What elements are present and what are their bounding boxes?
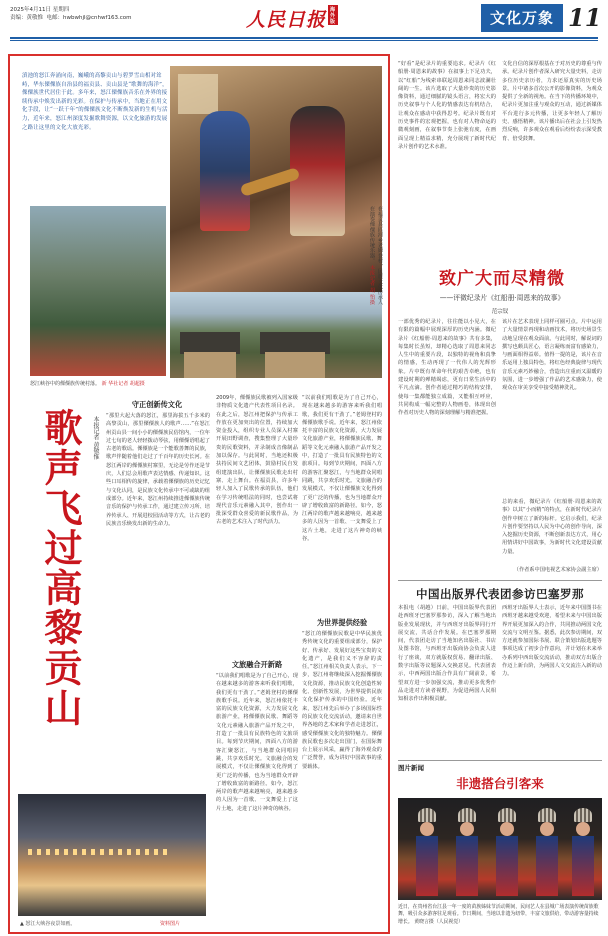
- review-author-note: （作者系中国电视艺术家协会副主席）: [513, 567, 602, 573]
- performer-costume: [456, 836, 478, 896]
- performer-costume: [572, 836, 594, 896]
- review-body-col-1: 一部优秀的纪录片，往往能以小见大，在有限的篇幅中展现深厚的历史内涵。微纪录片《红船册·周恩来的故事》共有多集，每集时长虽短，却精心选取了周恩来同志人生中的重要片段，以独特的视角和真挚的情感，生动再现了一代伟人的光辉形象。片中既有革命年代的艰苦卓绝，也有建设时期的殚精竭虑，更有日常生活中的平凡点滴。创作者通过精巧的结构安排，使每一集都能独立成篇，又能相互呼应，共同构成一幅完整的人物画卷，体现出创作者对历史人物的深刻理解与精准把握。: [398, 319, 496, 417]
- headdress: [418, 808, 436, 822]
- review-body-col-3: 总的来看，微纪录片《红船册·周恩来的故事》以其“小而精”的特点，在新时代纪录片创作中树立了新的标杆。它启示我们，纪录片创作要坚持以人民为中心的创作导向，深入挖掘历史资源，不断创新表达方式，用心用情讲好中国故事，为新时代文化建设贡献力量。: [502, 499, 602, 555]
- article-column-4: “怒江的傈僳族民歌是中华民族优秀传统文化的重要组成部分，保护好、传承好、发展好这些宝贵的文化遗产，是我们义不容辞的责任。”怒江州相关负责人表示。下一步，怒江州将继续深入挖掘傈僳族文化资源，推动民族文化创造性转化、创新性发展，为世界提供民族文化保护传承的中国经验。近年来，怒江州先后举办了多场国际性的民族文化交流活动，邀请来自世界各地的艺术家和学者走进怒江，感受傈僳族文化的独特魅力。傈僳族民歌也多次走出国门，在国际舞台上展示风采，赢得了海外观众的广泛赞誉，成为讲好中国故事的重要载体。: [302, 631, 382, 770]
- photo-figure-left: [200, 111, 250, 231]
- caption-village: 怒江峡谷中的傈僳族传统村落。 新 华社记者 胡超摄: [30, 381, 145, 387]
- photo-news-label: 图片新闻: [398, 764, 424, 772]
- masthead-logo: 人民日报 海外版: [246, 7, 337, 31]
- review-headline: 致广大而尽精微: [439, 269, 565, 289]
- editor-line: 责编：黄敬惟 电邮：hwbwhjl@cnhwf163.com: [10, 15, 132, 21]
- header-meta: [10, 6, 131, 22]
- caption-musicians: 在福贡县匹河乡老姆登村，民族文化传承人在演奏傈僳族传统乐器。 本报记者 胡 怡摄: [369, 206, 383, 305]
- review-intro-col-2: 文化自信的深厚根基在于对历史的尊重与传承。纪录片创作者深入研究大量史料，走访多位历史亲历者，力求还原真实的历史场景。片中诸多首次公开的影像资料，为观众提供了全新的视角。在当下的传播环境中，纪录片更加注重与观众的互动，通过新媒体平台进行多元传播，让更多年轻人了解历史、感悟精神。该片播出后在社会上引发热烈反响，许多观众在观看后纷纷表示深受教育、倍受鼓舞。: [502, 61, 602, 142]
- performer-face: [540, 822, 554, 836]
- photo-news-caption: 近日，在贵州省台江县一年一度的苗族姊妹节活动期间，民间艺人在县城广场表演传统苗族歌舞，吸引众多游客驻足观看。节日期间，当地以非遗为纽带，丰富文旅供给，带动游客量持续增长。 黄晓言摄（人民视觉）: [398, 904, 599, 925]
- performer-face: [500, 822, 514, 836]
- headdress: [574, 808, 592, 822]
- performer-costume: [536, 836, 558, 896]
- headdress: [538, 808, 556, 822]
- article-column-1: “那里大起大落的怒江，那里海拔五千多米的高黎贡山，那里傈僳族人的歌声……”在怒江州贡山县一间小小的傈僳族民俗馆内，一位年过七旬的老人轻轻拨动琴弦，用傈僳语唱起了古老的歌谣。傈僳族是一个能歌善舞的民族，歌声伴随着他们走过了千百年的历史长河。在怒江两岸的傈僳族村寨里，无论是劳作还是节庆，人们总会用歌声表达情感、传递知识。这些口耳相传的旋律，承载着傈僳族的历史记忆与文化认同，是民族文化传承中不可或缺的组成部分。近年来，怒江州持续推进傈僳族传统音乐的保护与传承工作，通过建立传习所、培养传承人、开展进校园活动等方式，让古老的民族音乐焕发出新的生命力。: [106, 413, 210, 527]
- section-title: 文化万象: [481, 4, 563, 32]
- divider: [398, 760, 602, 761]
- date-line: 2025年4月11日 星期四: [10, 7, 70, 13]
- photo-news-headline: 非遗搭台引客来: [456, 776, 544, 791]
- photo-performers: [398, 798, 602, 900]
- review-intro-col-1: “好看”是纪录片的重要追求。纪录片《红船册·周恩来的故事》在叙事上下足功夫，以“红船”为线索串联起周恩来同志波澜壮阔的一生。该片选取了大量珍贵的历史影像资料，通过细腻的镜头语言，将宏大的历史叙事与个人化的情感表达有机结合，让观众在感动中获得思考。纪录片既有对历史事件的宏观把握，也有对人物命运的微观刻画，在叙事节奏上张弛有度，在画面呈现上精益求精，充分展现了新时代纪录片创作的艺术水准。: [398, 61, 496, 150]
- headdress: [458, 808, 476, 822]
- page-number: 11: [568, 3, 602, 32]
- caption-night-view: ▲ 怒江大峡谷夜景如画。: [20, 921, 76, 927]
- village-wall: [184, 352, 236, 378]
- village-roof: [180, 332, 240, 354]
- photo-dancers: [30, 206, 166, 376]
- header-rule-thin: [10, 40, 598, 41]
- photo-credit: 本报记者 胡 怡摄: [369, 264, 375, 305]
- photo-window: [178, 74, 218, 114]
- review-subheadline: ——评微纪录片《红船册·周恩来的故事》: [439, 294, 565, 302]
- village-wall: [265, 352, 325, 378]
- village-roof: [260, 332, 330, 354]
- article-column-3: “以前我们唱歌是为了自己开心，现在越来越多的游客来听我们唱歌，我们更有干劲了。”老姆登村的傈僳族歌手说。近年来，怒江州依托丰富的民族文化资源，大力发展文化旅游产业，将傈僳族民歌、舞蹈等文化元素融入旅游产品开发之中，打造了一批具有民族特色的文旅项目。每到节庆期间，四面八方的游客汇聚怒江，与当地群众同唱同跳，共享欢乐时光。文旅融合的发展模式，不仅让傈僳族文化得到了更广泛的传播，也为当地群众开辟了增收致富的新路径。如今，怒江两岸的歌声越来越响亮，越来越多的人因为一首歌、一支舞爱上了这片土地，走进了这片神奇的峡谷。: [302, 395, 382, 543]
- headdress: [498, 808, 516, 822]
- review-author: 范宗钗: [491, 309, 509, 315]
- feature-article: [8, 54, 390, 934]
- photo-news-credit: 黄晓言摄（人民视觉）: [414, 918, 464, 925]
- news-body-col-1: 本报电（胡越）日前，中国出版界代表团赴西班牙巴塞罗那参访，深入了解当地出版业发展现状，并与西班牙出版界同行开展交流，共话合作发展。在巴塞罗那期间，代表团走访了当地知名出版社、书店及图书馆，与西班牙出版商协会负责人进行了座谈，双方就版权贸易、翻译出版、数字出版等议题深入交换意见。代表团表示，中西两国出版合作具有广阔前景，希望双方进一步加强交流，推动更多优秀作品走进对方读者视野，为促进两国人民相知相亲作出积极贡献。: [398, 605, 496, 703]
- photo-credit: 新 华社记者 胡超摄: [101, 381, 145, 387]
- subhead-3: 为世界提供经验: [316, 618, 368, 627]
- performer-costume: [416, 836, 438, 896]
- subhead-2: 文旅融合开新路: [231, 660, 283, 669]
- email-line: 电邮：hwbwhjl@cnhwf163.com: [46, 15, 132, 21]
- page-header: [0, 0, 608, 52]
- header-rule: [10, 37, 598, 39]
- performer-face: [576, 822, 590, 836]
- photo-night-view: [18, 794, 206, 916]
- news-headline: 中国出版界代表团参访巴塞罗那: [416, 587, 584, 601]
- photo-credit-bottom: 资料图片: [160, 921, 181, 927]
- review-body-col-2: 该片在艺术表现上同样可圈可点。片中运用了大量情景再现和动画技术，将历史场景生动地呈现在观众面前。与此同时，解说词的撰写也颇具匠心，语言凝练而富有感染力，与画面相得益彰。值得一提的是，该片在音乐运用上独具特色，将红色经典旋律与现代音乐元素巧妙融合，营造出庄重而又温暖的氛围，进一步增强了作品的艺术感染力，使观众在审美享受中接受精神洗礼。: [502, 319, 602, 392]
- article-column-2b: “以前我们唱歌是为了自己开心，现在越来越多的游客来听我们唱歌，我们更有干劲了。”老姆登村的傈僳族歌手说。近年来，怒江州依托丰富的民族文化资源，大力发展文化旅游产业，将傈僳族民歌、舞蹈等文化元素融入旅游产品开发之中，打造了一批具有民族特色的文旅项目。每到节庆期间，四面八方的游客汇聚怒江，与当地群众同唱同跳，共享欢乐时光。文旅融合的发展模式，不仅让傈僳族文化得到了更广泛的传播，也为当地群众开辟了增收致富的新路径。如今，怒江两岸的歌声越来越响亮，越来越多的人因为一首歌、一支舞爱上了这片土地，走进了这片神奇的峡谷。: [216, 673, 298, 812]
- photo-lights: [28, 849, 168, 855]
- article-title: 歌声飞过高黎贡山: [38, 408, 83, 728]
- subhead-1: 守正创新传文化: [131, 400, 183, 409]
- divider: [398, 580, 602, 581]
- article-byline: 本报记者 黄敬惟: [92, 416, 99, 460]
- performer-face: [460, 822, 474, 836]
- performer-costume: [496, 836, 518, 896]
- news-body-col-2: 西班牙出版界人士表示，近年来中国图书在西班牙越来越受欢迎，希望未来与中国出版界开展更加深入的合作，共同推动两国文化交流与文明互鉴。据悉，此次参访期间，双方还就参加国际书展、联合策划出版选题等事项达成了初步合作意向，并计划在未来举办系列中西出版交流活动，推动双方出版合作迈上新台阶，为两国人文交流注入新的动力。: [502, 605, 602, 678]
- masthead-seal: 海外版: [330, 7, 337, 25]
- lead-paragraph: 滇池的怒江奔涌向南，巍峨的高黎贡山与碧罗雪山相对耸峙，华东傈僳族自治县的福贡县、贡山县是“歌舞的海洋”，傈僳族世代居住于此。多年来，怒江傈僳族音乐在外界的接续传承中焕发出新的光彩。在保护与传承中，当地正在用文化手段，让“一跃千年”的傈僳族文化不断焕发新的生机与活力，近年来，怒江州深度发掘歌舞资源，以文化旅游的发展之路让这里的文化大放光彩。: [22, 73, 168, 131]
- article-column-2: 2009年，傈僳族民歌被列入国家级非物质文化遗产代表性项目名录。在此之后，怒江州把保护与传承工作放在更加突出的位置，持续加大资金投入，组织专业人员深入村寨开展田野调查，搜集整理了大量珍贵的民歌资料，并录制成音像制品加以保存。与此同时，当地还积极扶持民间文艺团体，鼓励村民自发组建演出队，让傈僳族民歌走出村寨、走上舞台。在福贡县，许多年轻人加入了民歌传承的队伍，他们在学习传统唱法的同时，也尝试将现代音乐元素融入其中，创作出一批深受群众喜爱的新民歌作品，为古老的艺术注入了时代活力。: [216, 395, 298, 526]
- performer-face: [420, 822, 434, 836]
